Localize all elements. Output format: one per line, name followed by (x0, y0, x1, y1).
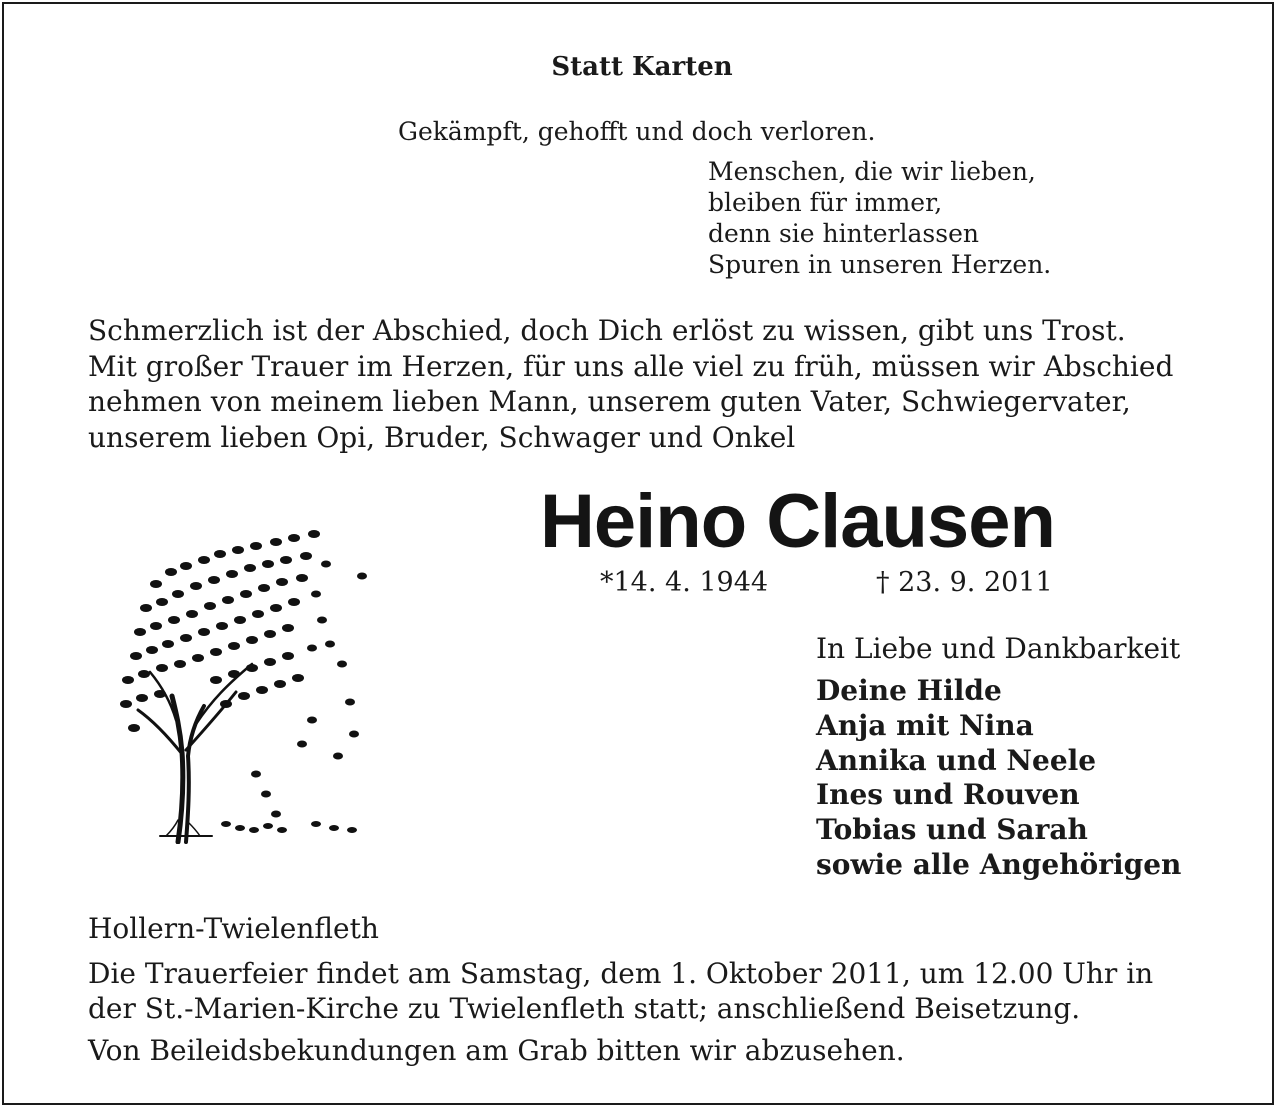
poem-line: denn sie hinterlassen (708, 219, 979, 248)
poem-line: bleiben für immer, (708, 188, 943, 217)
family-member: Annika und Neele (816, 743, 1097, 777)
family-member: Tobias und Sarah (816, 813, 1088, 847)
header-title: Statt Karten (551, 52, 733, 82)
motto: Gekämpft, gehofft und doch verloren. (398, 117, 876, 146)
intro-line: Schmerzlich ist der Abschied, doch Dich erlöst zu wissen, gibt uns Trost. (88, 314, 1126, 347)
intro-text (88, 313, 1173, 455)
birth-date: *14. 4. 1944 (600, 567, 769, 598)
service-info (88, 956, 1153, 1026)
death-date: † 23. 9. 2011 (876, 567, 1053, 598)
family-list (816, 674, 1181, 883)
place-name: Hollern-Twielenfleth (88, 912, 379, 945)
thanks-line: In Liebe und Dankbarkeit (816, 632, 1181, 665)
intro-line: Mit großer Trauer im Herzen, für uns alle viel zu früh, müssen wir Abschied (88, 349, 1174, 383)
intro-line: unserem lieben Opi, Bruder, Schwager und Onkel (88, 420, 796, 454)
windblown-tree-icon (116, 524, 386, 844)
poem (708, 156, 1051, 280)
obituary-frame (2, 2, 1274, 1105)
poem-line: Spuren in unseren Herzen. (708, 250, 1052, 279)
family-member: sowie alle Angehörigen (816, 847, 1182, 881)
family-member: Deine Hilde (816, 674, 1002, 707)
service-line: der St.-Marien-Kirche zu Twielenfleth statt; anschließend Beisetzung. (88, 992, 1081, 1025)
intro-line: nehmen von meinem lieben Mann, unserem guten Vater, Schwiegervater, (88, 385, 1131, 418)
family-member: Anja mit Nina (816, 708, 1034, 742)
deceased-name: Heino Clausen (540, 479, 1055, 564)
family-member: Ines und Rouven (816, 778, 1080, 812)
condolence-note: Von Beileidsbekundungen am Grab bitten wir abzusehen. (88, 1034, 905, 1067)
poem-line: Menschen, die wir lieben, (708, 157, 1036, 186)
service-line: Die Trauerfeier findet am Samstag, dem 1. Oktober 2011, um 12.00 Uhr in (88, 957, 1154, 990)
